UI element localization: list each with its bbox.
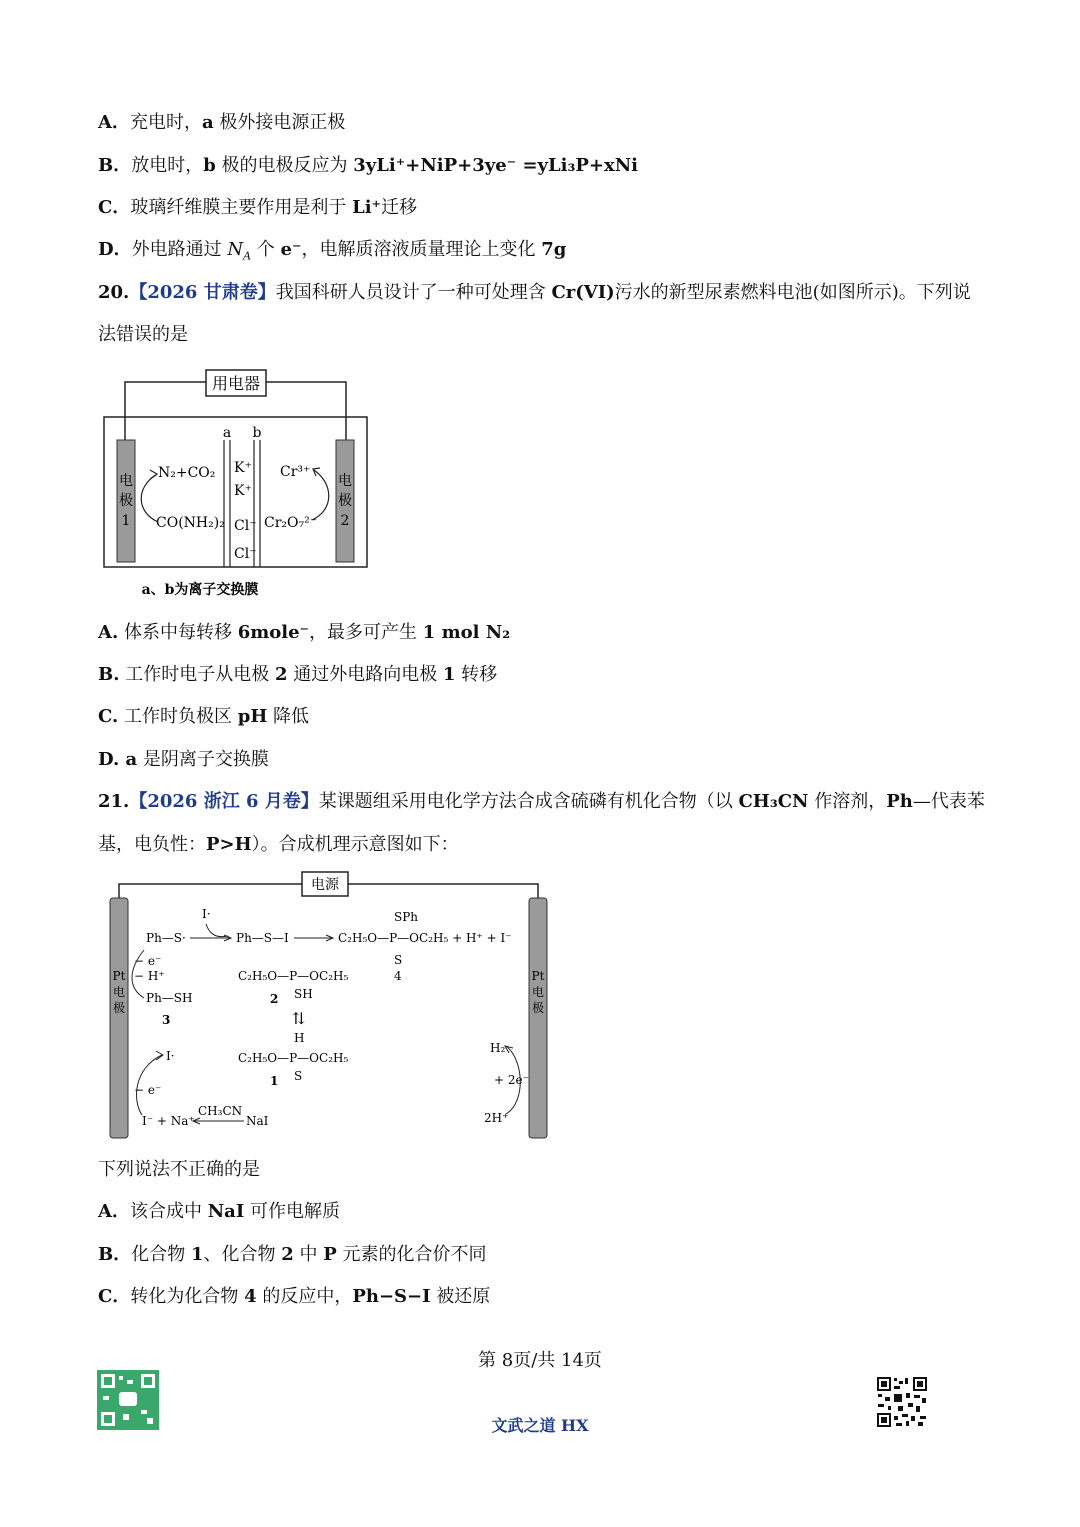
svg-text:SH: SH bbox=[294, 987, 313, 1001]
q20-option-c: C. 工作时负极区 pH 降低 bbox=[98, 706, 310, 727]
q20-option-d: D. a 是阴离子交换膜 bbox=[98, 749, 269, 770]
q21-stem-line2: 基，电负性：P>H）。合成机理示意图如下： bbox=[98, 834, 459, 855]
device-label: 用电器 bbox=[211, 374, 261, 393]
svg-text:2: 2 bbox=[340, 513, 350, 529]
svg-text:S: S bbox=[294, 1069, 303, 1083]
svg-text:CO(NH₂)₂: CO(NH₂)₂ bbox=[156, 515, 225, 531]
q20-fuel-cell-figure bbox=[100, 362, 372, 606]
svg-text:Pt: Pt bbox=[112, 969, 126, 983]
q21-prompt: 下列说法不正确的是 bbox=[98, 1159, 260, 1180]
pt-electrode-right bbox=[529, 898, 547, 1138]
svg-text:I·: I· bbox=[202, 907, 211, 921]
footer-brand: 文武之道 HX bbox=[491, 1416, 589, 1435]
svg-text:Cr³⁺: Cr³⁺ bbox=[280, 464, 311, 480]
svg-text:K⁺: K⁺ bbox=[234, 483, 252, 499]
svg-text:2: 2 bbox=[270, 992, 279, 1006]
q21-mechanism-figure bbox=[104, 870, 554, 1142]
q21-option-c: C．转化为化合物 4 的反应中，Ph−S−I 被还原 bbox=[98, 1286, 491, 1307]
svg-text:极: 极 bbox=[112, 1001, 126, 1015]
svg-text:1: 1 bbox=[270, 1074, 279, 1088]
svg-text:Ph—S—I: Ph—S—I bbox=[236, 931, 289, 945]
qr-code-icon bbox=[876, 1376, 928, 1428]
svg-text:− H⁺: − H⁺ bbox=[134, 969, 165, 983]
svg-text:电: 电 bbox=[119, 473, 133, 489]
svg-text:Ph—SH: Ph—SH bbox=[146, 991, 193, 1005]
q21-option-a: A．该合成中 NaI 可作电解质 bbox=[98, 1201, 340, 1222]
q20-stem-line2: 法错误的是 bbox=[98, 324, 188, 345]
svg-text:电: 电 bbox=[338, 473, 352, 489]
svg-text:− e⁻: − e⁻ bbox=[134, 954, 162, 968]
q19-option-c: C．玻璃纤维膜主要作用是利于 Li⁺迁移 bbox=[98, 197, 418, 218]
svg-text:H₂: H₂ bbox=[490, 1041, 506, 1055]
q19-option-b: B．放电时，b 极的电极反应为 3yLi⁺+NiP+3ye⁻ =yLi₃P+xNi bbox=[98, 155, 638, 176]
svg-text:Cl⁻: Cl⁻ bbox=[234, 518, 257, 534]
q19-option-a: A．充电时，a 极外接电源正极 bbox=[98, 112, 346, 133]
svg-text:电: 电 bbox=[531, 985, 545, 999]
q21-stem: 21.【2026 浙江 6 月卷】某课题组采用电化学方法合成含硫磷有机化合物（以 CH₃CN 作溶剂，Ph—代表苯 bbox=[98, 791, 985, 812]
svg-text:S: S bbox=[394, 953, 403, 967]
svg-text:Cl⁻: Cl⁻ bbox=[234, 546, 257, 562]
pt-electrode-left bbox=[110, 898, 128, 1138]
q21-option-b: B．化合物 1、化合物 2 中 P 元素的化合价不同 bbox=[98, 1244, 487, 1265]
svg-text:电: 电 bbox=[112, 985, 126, 999]
svg-text:NaI: NaI bbox=[246, 1114, 269, 1128]
svg-text:SPh: SPh bbox=[394, 910, 419, 924]
svg-text:极: 极 bbox=[531, 1001, 545, 1015]
svg-text:Cr₂O₇²⁻: Cr₂O₇²⁻ bbox=[264, 515, 318, 531]
svg-text:1: 1 bbox=[121, 513, 131, 529]
svg-text:K⁺: K⁺ bbox=[234, 460, 252, 476]
svg-text:Pt: Pt bbox=[531, 969, 545, 983]
q20-stem: 20.【2026 甘肃卷】我国科研人员设计了一种可处理含 Cr(VI)污水的新型尿素燃料电池(如图所示)。下列说 bbox=[98, 282, 971, 303]
membrane-a-label: a bbox=[222, 425, 232, 441]
svg-text:4: 4 bbox=[394, 969, 402, 983]
membrane-b-label: b bbox=[252, 425, 262, 441]
svg-text:CH₃CN: CH₃CN bbox=[198, 1104, 243, 1118]
svg-text:3: 3 bbox=[162, 1013, 171, 1027]
svg-text:− e⁻: − e⁻ bbox=[134, 1083, 162, 1097]
q19-option-d: D．外电路通过 $N_A$ 个 e⁻，电解质溶液质量理论上变化 7g bbox=[98, 239, 567, 263]
svg-text:I·: I· bbox=[166, 1049, 175, 1063]
svg-text:极: 极 bbox=[119, 493, 133, 509]
power-label: 电源 bbox=[311, 877, 339, 893]
figure-caption: a、b为离子交换膜 bbox=[141, 582, 259, 598]
svg-text:I⁻ + Na⁺: I⁻ + Na⁺ bbox=[142, 1114, 195, 1128]
svg-text:C₂H₅O—P—OC₂H₅: C₂H₅O—P—OC₂H₅ bbox=[238, 1051, 349, 1065]
svg-text:H: H bbox=[294, 1031, 305, 1045]
q20-option-a: A. 体系中每转移 6mole⁻，最多可产生 1 mol N₂ bbox=[98, 622, 511, 643]
svg-text:C₂H₅O—P—OC₂H₅ + H⁺ + I⁻: C₂H₅O—P—OC₂H₅ + H⁺ + I⁻ bbox=[338, 931, 512, 945]
page-number: 第 8页/共 14页 bbox=[478, 1350, 602, 1371]
svg-text:极: 极 bbox=[338, 493, 352, 509]
svg-text:N₂+CO₂: N₂+CO₂ bbox=[158, 465, 216, 481]
green-qr-code-icon bbox=[97, 1370, 159, 1430]
svg-text:+ 2e⁻: + 2e⁻ bbox=[494, 1073, 529, 1087]
q20-option-b: B. 工作时电子从电极 2 通过外电路向电极 1 转移 bbox=[98, 664, 498, 685]
svg-text:2H⁺: 2H⁺ bbox=[484, 1111, 509, 1125]
svg-text:C₂H₅O—P—OC₂H₅: C₂H₅O—P—OC₂H₅ bbox=[238, 969, 349, 983]
svg-text:Ph—S·: Ph—S· bbox=[146, 931, 186, 945]
svg-text:⇅: ⇅ bbox=[292, 1009, 306, 1028]
